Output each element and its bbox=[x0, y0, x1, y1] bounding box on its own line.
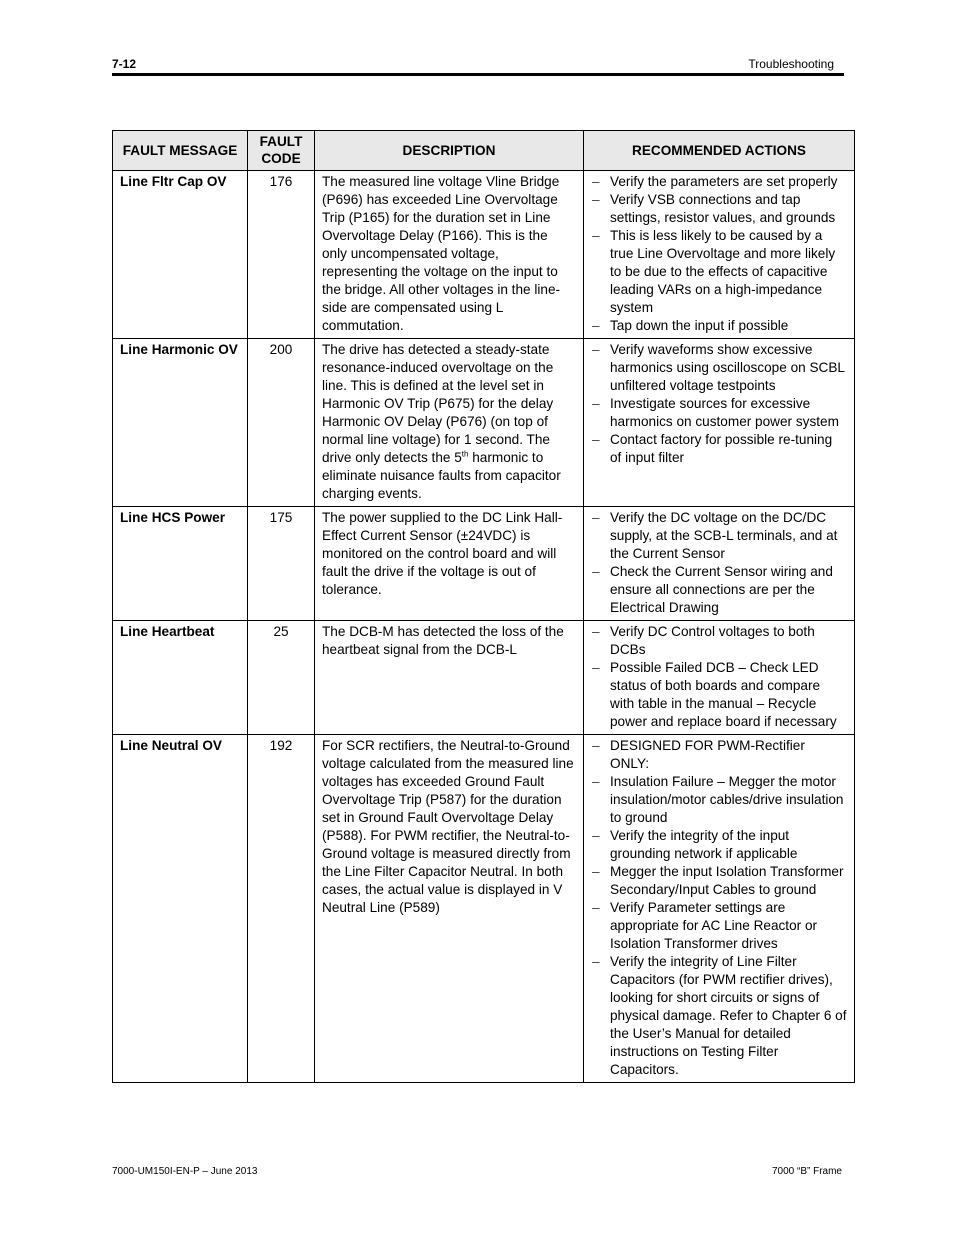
action-item: – Megger the input Isolation Transformer Secondary/Input Cables to ground bbox=[591, 863, 847, 899]
fault-code: 192 bbox=[248, 735, 315, 1083]
recommended-actions bbox=[584, 621, 855, 735]
action-item: – DESIGNED FOR PWM-Rectifier ONLY: bbox=[591, 737, 847, 773]
action-item: – Verify VSB connections and tap settings, resistor values, and grounds bbox=[591, 191, 847, 227]
fault-description: For SCR rectifiers, the Neutral-to-Ground voltage calculated from the measured line voltages has exceeded Ground Fault Overvoltage Trip (P587) for the duration set in Ground Fault Overvoltage Delay (P588). For PWM rectifier, the Neutral-to-Ground voltage is measured directly from the Line Filter Capacitor Neutral. In both cases, the actual value is displayed in V Neutral Line (P589) bbox=[315, 735, 584, 1083]
action-item: – Verify the parameters are set properly bbox=[591, 173, 847, 191]
fault-code: 175 bbox=[248, 507, 315, 621]
column-header-recommended-actions: RECOMMENDED ACTIONS bbox=[584, 131, 855, 171]
description-text: The drive has detected a steady-state resonance-induced overvoltage on the line. This is defined at the level set in Harmonic OV Trip (P675) for the delay Harmonic OV Delay (P676) (on top of normal line voltage) for 1 second. The drive only detects the 5 bbox=[322, 342, 554, 465]
footer-product: 7000 “B” Frame bbox=[771, 1166, 842, 1177]
fault-message: Line Heartbeat bbox=[113, 621, 248, 735]
recommended-actions bbox=[584, 171, 855, 339]
action-item: – Check the Current Sensor wiring and ensure all connections are per the Electrical Drawing bbox=[591, 563, 847, 617]
action-item: – Contact factory for possible re-tuning of input filter bbox=[591, 431, 847, 467]
superscript: th bbox=[461, 449, 469, 459]
action-item: – Verify waveforms show excessive harmonics using oscilloscope on SCBL unfiltered voltage testpoints bbox=[591, 341, 847, 395]
fault-message: Line Fltr Cap OV bbox=[113, 171, 248, 339]
footer-doc-id: 7000-UM150I-EN-P – June 2013 bbox=[112, 1166, 258, 1177]
action-item: – This is less likely to be caused by a true Line Overvoltage and more likely to be due to the effects of capacitive leading VARs on a high-impedance system bbox=[591, 227, 847, 317]
fault-message: Line HCS Power bbox=[113, 507, 248, 621]
action-item: – Verify Parameter settings are appropriate for AC Line Reactor or Isolation Transformer drives bbox=[591, 899, 847, 953]
fault-message: Line Neutral OV bbox=[113, 735, 248, 1083]
fault-description: The measured line voltage Vline Bridge (P696) has exceeded Line Overvoltage Trip (P165) for the duration set in Line Overvoltage Delay (P166). This is the only uncompensated voltage, representing the voltage on the input to the bridge. All other voltages in the line-side are compensated using L commutation. bbox=[315, 171, 584, 339]
recommended-actions bbox=[584, 339, 855, 507]
action-item: – Verify the integrity of Line Filter Capacitors (for PWM rectifier drives), looking for short circuits or signs of physical damage. Refer to Chapter 6 of the User’s Manual for detailed instructions on Testing Filter Capacitors. bbox=[591, 953, 847, 1079]
section-title: Troubleshooting bbox=[748, 57, 834, 71]
fault-table bbox=[112, 130, 855, 1083]
action-item: – Verify DC Control voltages to both DCBs bbox=[591, 623, 847, 659]
column-header-fault-code: FAULT CODE bbox=[248, 131, 315, 171]
fault-code: 25 bbox=[248, 621, 315, 735]
description-text: harmonic to eliminate nuisance faults from capacitor charging events. bbox=[322, 450, 561, 501]
fault-description: The DCB-M has detected the loss of the heartbeat signal from the DCB-L bbox=[315, 621, 584, 735]
table-row bbox=[113, 171, 855, 339]
action-item: – Insulation Failure – Megger the motor insulation/motor cables/drive insulation to ground bbox=[591, 773, 847, 827]
page-number: 7-12 bbox=[112, 57, 137, 71]
recommended-actions bbox=[584, 735, 855, 1083]
recommended-actions bbox=[584, 507, 855, 621]
action-item: – Investigate sources for excessive harmonics on customer power system bbox=[591, 395, 847, 431]
action-item: – Tap down the input if possible bbox=[591, 317, 847, 335]
table-row bbox=[113, 735, 855, 1083]
column-header-fault-message: FAULT MESSAGE bbox=[113, 131, 248, 171]
action-item: – Possible Failed DCB – Check LED status of both boards and compare with table in the manual – Recycle power and replace board if necessary bbox=[591, 659, 847, 731]
fault-message: Line Harmonic OV bbox=[113, 339, 248, 507]
table-header-row bbox=[113, 131, 855, 171]
fault-code: 176 bbox=[248, 171, 315, 339]
action-item: – Verify the integrity of the input grounding network if applicable bbox=[591, 827, 847, 863]
table-row bbox=[113, 507, 855, 621]
action-item: – Verify the DC voltage on the DC/DC supply, at the SCB-L terminals, and at the Current Sensor bbox=[591, 509, 847, 563]
fault-description: The power supplied to the DC Link Hall-Effect Current Sensor (±24VDC) is monitored on the control board and will fault the drive if the voltage is out of tolerance. bbox=[315, 507, 584, 621]
fault-code: 200 bbox=[248, 339, 315, 507]
column-header-description: DESCRIPTION bbox=[315, 131, 584, 171]
table-row bbox=[113, 621, 855, 735]
table-row bbox=[113, 339, 855, 507]
header-rule bbox=[112, 73, 844, 76]
fault-description bbox=[315, 339, 584, 507]
